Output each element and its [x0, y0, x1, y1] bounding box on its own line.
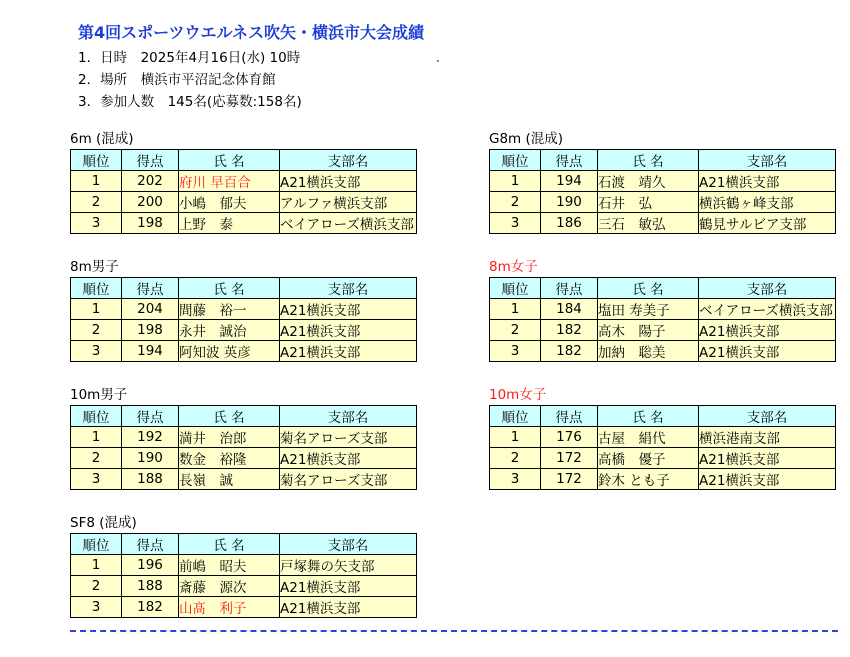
header-score: 得点 [122, 278, 179, 299]
branch-cell: 横浜港南支部 [699, 427, 836, 448]
score-cell: 186 [541, 213, 598, 234]
table-row [71, 576, 417, 597]
branch-cell: A21横浜支部 [280, 320, 417, 341]
score-cell: 182 [541, 341, 598, 362]
header-rank: 順位 [71, 534, 122, 555]
score-cell: 182 [122, 597, 179, 618]
table-row [490, 320, 836, 341]
score-cell: 202 [122, 171, 179, 192]
branch-cell: 横浜鶴ヶ峰支部 [699, 192, 836, 213]
header-name: 氏 名 [179, 406, 280, 427]
score-cell: 192 [122, 427, 179, 448]
table-header-row [490, 150, 836, 171]
rank-cell: 2 [71, 448, 122, 469]
score-cell: 190 [541, 192, 598, 213]
table-row [490, 448, 836, 469]
score-cell: 196 [122, 555, 179, 576]
score-cell: 200 [122, 192, 179, 213]
name-cell: 満井 治郎 [179, 427, 280, 448]
header-score: 得点 [122, 534, 179, 555]
table-row [71, 427, 417, 448]
category-title: 8m男子 [70, 259, 119, 275]
header-score: 得点 [541, 406, 598, 427]
name-cell: 石井 弘 [598, 192, 699, 213]
header-branch: 支部名 [699, 278, 836, 299]
name-cell: 斎藤 源次 [179, 576, 280, 597]
results-table [489, 277, 836, 362]
rank-cell: 2 [490, 320, 541, 341]
rank-cell: 3 [71, 341, 122, 362]
score-cell: 176 [541, 427, 598, 448]
score-cell: 188 [122, 469, 179, 490]
table-row [490, 341, 836, 362]
results-table [489, 149, 836, 234]
branch-cell: 戸塚舞の矢支部 [280, 555, 417, 576]
branch-cell: A21横浜支部 [699, 341, 836, 362]
rank-cell: 2 [71, 320, 122, 341]
name-cell: 古屋 絹代 [598, 427, 699, 448]
branch-cell: A21横浜支部 [280, 448, 417, 469]
name-cell: 高木 陽子 [598, 320, 699, 341]
table-row [71, 469, 417, 490]
score-cell: 190 [122, 448, 179, 469]
header-branch: 支部名 [280, 278, 417, 299]
name-cell: 永井 誠治 [179, 320, 280, 341]
results-table [489, 405, 836, 490]
table-row [71, 555, 417, 576]
score-cell: 198 [122, 320, 179, 341]
branch-cell: A21横浜支部 [280, 171, 417, 192]
rank-cell: 1 [71, 555, 122, 576]
name-cell: 三石 敏弘 [598, 213, 699, 234]
results-block-10m-women [489, 385, 836, 490]
header-branch: 支部名 [280, 534, 417, 555]
header-branch: 支部名 [699, 150, 836, 171]
table-row [71, 597, 417, 618]
branch-cell: 菊名アローズ支部 [280, 427, 417, 448]
table-row [490, 213, 836, 234]
header-name: 氏 名 [179, 278, 280, 299]
header-name: 氏 名 [598, 150, 699, 171]
category-title: 10m女子 [489, 387, 547, 403]
branch-cell: 鶴見サルビア支部 [699, 213, 836, 234]
header-branch: 支部名 [280, 150, 417, 171]
results-block-g8m-mixed [489, 129, 836, 234]
score-cell: 204 [122, 299, 179, 320]
results-block-6m-mixed [70, 129, 417, 234]
rank-cell: 2 [71, 192, 122, 213]
results-block-sf8-mixed [70, 513, 417, 618]
results-table [70, 277, 417, 362]
score-cell: 194 [122, 341, 179, 362]
rank-cell: 1 [71, 427, 122, 448]
header-name: 氏 名 [179, 534, 280, 555]
header-name: 氏 名 [179, 150, 280, 171]
score-cell: 184 [541, 299, 598, 320]
header-name: 氏 名 [598, 406, 699, 427]
rank-cell: 3 [71, 213, 122, 234]
name-cell: 鈴木 とも子 [598, 469, 699, 490]
branch-cell: A21横浜支部 [280, 341, 417, 362]
header-score: 得点 [122, 406, 179, 427]
results-block-10m-men [70, 385, 417, 490]
table-header-row [71, 534, 417, 555]
branch-cell: ベイアローズ横浜支部 [699, 299, 836, 320]
results-table [70, 405, 417, 490]
header-rank: 順位 [71, 150, 122, 171]
branch-cell: A21横浜支部 [280, 597, 417, 618]
results-table [70, 533, 417, 618]
category-title: 6m (混成) [70, 131, 134, 147]
table-row [71, 299, 417, 320]
score-cell: 188 [122, 576, 179, 597]
name-cell: 前嶋 昭夫 [179, 555, 280, 576]
table-row [490, 299, 836, 320]
category-title: 8m女子 [489, 259, 538, 275]
branch-cell: A21横浜支部 [699, 448, 836, 469]
name-cell: 長嶺 誠 [179, 469, 280, 490]
branch-cell: A21横浜支部 [699, 320, 836, 341]
table-row [490, 171, 836, 192]
stray-dot [437, 60, 439, 62]
header-score: 得点 [541, 278, 598, 299]
table-row [490, 192, 836, 213]
rank-cell: 2 [71, 576, 122, 597]
rank-cell: 1 [490, 427, 541, 448]
category-title: 10m男子 [70, 387, 128, 403]
info-participants: 3．参加人数 145名(応募数:158名) [78, 94, 302, 110]
table-row [71, 448, 417, 469]
table-row [490, 469, 836, 490]
table-header-row [490, 406, 836, 427]
name-cell: 塩田 寿美子 [598, 299, 699, 320]
name-cell: 間藤 裕一 [179, 299, 280, 320]
results-block-8m-women [489, 257, 836, 362]
name-cell: 上野 泰 [179, 213, 280, 234]
rank-cell: 3 [71, 469, 122, 490]
header-rank: 順位 [490, 150, 541, 171]
name-cell: 石渡 靖久 [598, 171, 699, 192]
table-header-row [71, 406, 417, 427]
header-branch: 支部名 [699, 406, 836, 427]
header-branch: 支部名 [280, 406, 417, 427]
name-cell: 小嶋 郁夫 [179, 192, 280, 213]
rank-cell: 1 [490, 171, 541, 192]
branch-cell: アルファ横浜支部 [280, 192, 417, 213]
rank-cell: 1 [71, 299, 122, 320]
table-row [71, 320, 417, 341]
results-block-8m-men [70, 257, 417, 362]
table-header-row [71, 150, 417, 171]
rank-cell: 3 [490, 341, 541, 362]
table-row [71, 213, 417, 234]
header-rank: 順位 [71, 278, 122, 299]
score-cell: 194 [541, 171, 598, 192]
footer-divider [70, 630, 838, 632]
category-title: G8m (混成) [489, 131, 564, 147]
name-cell: 山髙 利子 [179, 597, 280, 618]
rank-cell: 3 [490, 469, 541, 490]
name-cell: 数金 裕隆 [179, 448, 280, 469]
header-score: 得点 [541, 150, 598, 171]
table-row [490, 427, 836, 448]
score-cell: 198 [122, 213, 179, 234]
info-date: 1．日時 2025年4月16日(水) 10時 [78, 50, 301, 66]
header-name: 氏 名 [598, 278, 699, 299]
table-row [71, 341, 417, 362]
header-rank: 順位 [490, 406, 541, 427]
info-venue: 2．場所 横浜市平沼記念体育館 [78, 72, 276, 88]
page-title: 第4回スポーツウエルネス吹矢・横浜市大会成績 [78, 23, 425, 42]
rank-cell: 2 [490, 448, 541, 469]
branch-cell: A21横浜支部 [280, 299, 417, 320]
branch-cell: A21横浜支部 [699, 171, 836, 192]
rank-cell: 1 [71, 171, 122, 192]
branch-cell: A21横浜支部 [699, 469, 836, 490]
branch-cell: 菊名アローズ支部 [280, 469, 417, 490]
table-row [71, 171, 417, 192]
score-cell: 182 [541, 320, 598, 341]
rank-cell: 3 [490, 213, 541, 234]
score-cell: 172 [541, 469, 598, 490]
header-rank: 順位 [71, 406, 122, 427]
name-cell: 加納 聡美 [598, 341, 699, 362]
header-rank: 順位 [490, 278, 541, 299]
name-cell: 阿知波 英彦 [179, 341, 280, 362]
table-header-row [71, 278, 417, 299]
rank-cell: 3 [71, 597, 122, 618]
branch-cell: ベイアローズ横浜支部 [280, 213, 417, 234]
name-cell: 府川 早百合 [179, 171, 280, 192]
name-cell: 高橋 優子 [598, 448, 699, 469]
rank-cell: 2 [490, 192, 541, 213]
table-header-row [490, 278, 836, 299]
score-cell: 172 [541, 448, 598, 469]
branch-cell: A21横浜支部 [280, 576, 417, 597]
category-title: SF8 (混成) [70, 515, 137, 531]
results-table [70, 149, 417, 234]
rank-cell: 1 [490, 299, 541, 320]
table-row [71, 192, 417, 213]
header-score: 得点 [122, 150, 179, 171]
